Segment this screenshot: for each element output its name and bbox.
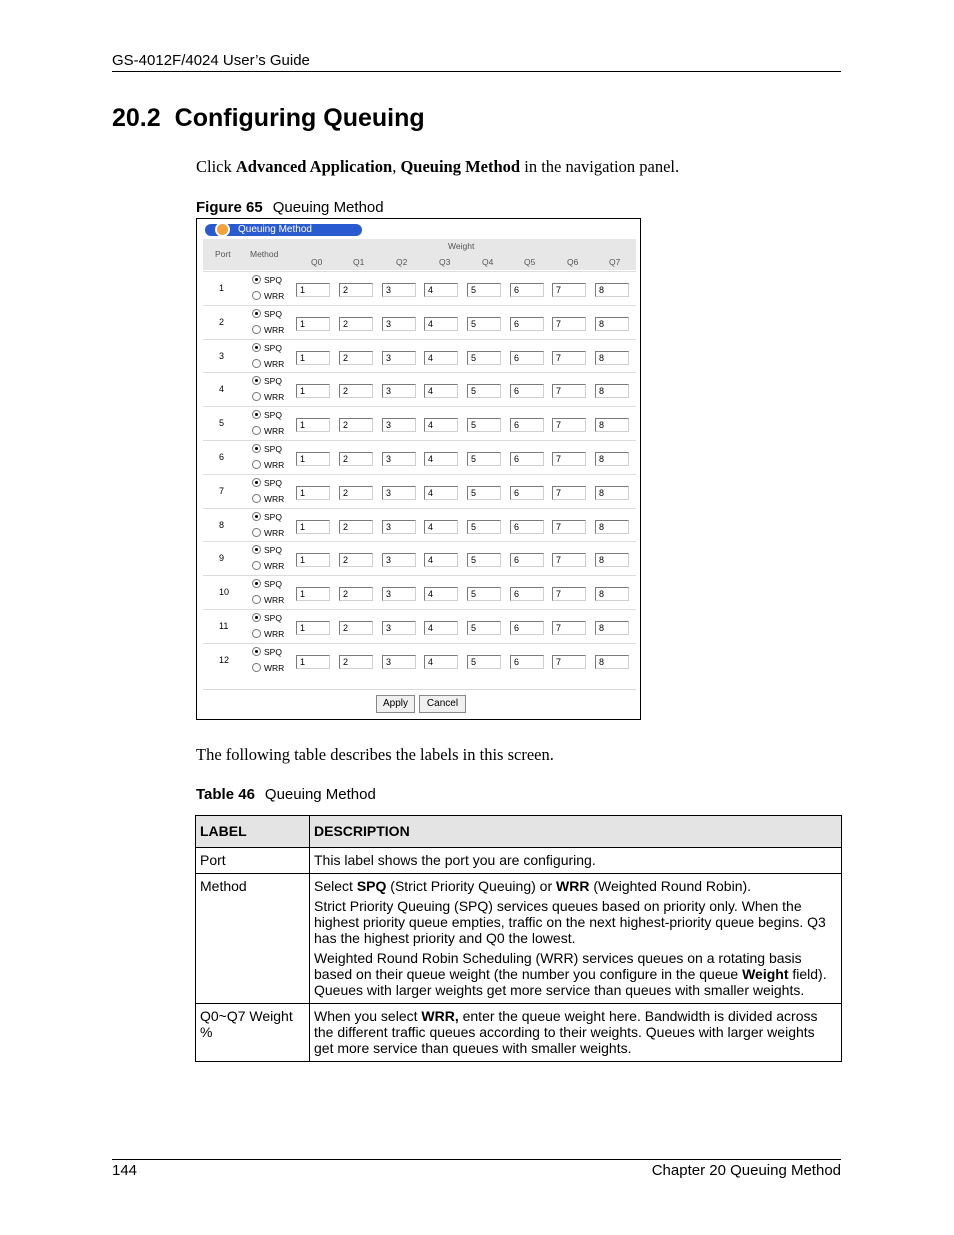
queue-header-q6: Q6	[567, 257, 579, 267]
spq-radio[interactable]	[252, 376, 261, 385]
cancel-button[interactable]: Cancel	[419, 695, 466, 713]
weight-input-q3[interactable]	[424, 384, 458, 398]
weight-input-q3[interactable]	[424, 452, 458, 466]
queue-header-q5: Q5	[524, 257, 536, 267]
weight-input-q2[interactable]	[382, 418, 416, 432]
spq-radio[interactable]	[252, 512, 261, 521]
table-title: Queuing Method	[264, 786, 376, 803]
port-row	[203, 609, 636, 643]
method-select-text: Select SPQ (Strict Priority Queuing) or WRR (Weighted Round Robin).	[314, 878, 752, 894]
weight-input-q2[interactable]	[382, 283, 416, 297]
row-description: When you select WRR, enter the queue weight here. Bandwidth is divided across the different traffic queues according to their weights. Queues with larger weights get more service than queues with smaller weights.	[310, 1004, 842, 1062]
wrr-radio[interactable]	[252, 291, 261, 300]
weight-input-q7[interactable]	[595, 283, 629, 297]
port-number: 1	[219, 283, 225, 293]
port-row	[203, 508, 636, 542]
wrr-radio[interactable]	[252, 460, 261, 469]
spq-description: Strict Priority Queuing (SPQ) services queues based on priority only. When the highest priority queue empties, traffic on the next highest-priority queue begins. Q3 has the highest priority and Q0 the lowest.	[314, 898, 826, 946]
section-title	[112, 104, 425, 133]
footer-rule	[112, 1159, 841, 1160]
spq-label: SPQ	[264, 579, 282, 590]
port-number: 7	[219, 485, 225, 496]
weight-input-q2[interactable]	[382, 384, 416, 398]
weight-input-q5[interactable]	[510, 283, 544, 297]
weight-input-q6[interactable]	[552, 553, 586, 567]
port-row	[203, 541, 636, 575]
spq-radio[interactable]	[252, 275, 261, 284]
running-header: GS-4012F/4024 User’s Guide	[112, 52, 310, 69]
weight-input-q5[interactable]	[510, 621, 544, 635]
port-number: 6	[219, 452, 225, 462]
weight-input-q4[interactable]	[467, 317, 501, 331]
intro-bold-item: Queuing Method	[400, 157, 521, 176]
weight-input-q6[interactable]	[552, 486, 586, 500]
figure-title: Queuing Method	[272, 199, 384, 216]
spq-label: SPQ	[264, 613, 282, 623]
weight-input-q2[interactable]	[382, 553, 416, 567]
weight-input-q2[interactable]	[382, 486, 416, 500]
weight-input-q6[interactable]	[552, 384, 586, 398]
weight-input-q6[interactable]	[552, 621, 586, 635]
queue-header-q4: Q4	[482, 257, 494, 267]
weight-input-q7[interactable]	[595, 587, 629, 601]
weight-input-q0[interactable]	[296, 553, 330, 567]
weight-input-q4[interactable]	[467, 351, 501, 365]
weight-input-q3[interactable]	[424, 283, 458, 297]
wrr-label: WRR	[264, 629, 285, 639]
description-column-header: DESCRIPTION	[310, 816, 842, 848]
header-rule	[112, 71, 841, 72]
weight-input-q7[interactable]	[595, 621, 629, 635]
spq-label: SPQ	[264, 646, 282, 657]
weight-input-q0[interactable]	[296, 486, 330, 500]
section-number: 20.2	[112, 104, 161, 132]
weight-input-q3[interactable]	[424, 520, 458, 534]
weight-input-q2[interactable]	[382, 587, 416, 601]
queue-header-q7: Q7	[609, 257, 621, 267]
weight-input-q0[interactable]	[296, 317, 330, 331]
weight-input-q7[interactable]	[595, 384, 629, 398]
wrr-radio[interactable]	[252, 392, 261, 401]
weight-input-q4[interactable]	[467, 655, 501, 669]
spq-radio[interactable]	[252, 613, 261, 622]
weight-input-q6[interactable]	[552, 351, 586, 365]
wrr-label: WRR	[264, 493, 285, 504]
spq-radio[interactable]	[252, 343, 261, 352]
weight-input-q5[interactable]	[510, 418, 544, 432]
queue-header-q0: Q0	[311, 257, 323, 267]
page-number: 144	[112, 1162, 138, 1179]
intro-text: Click	[196, 157, 236, 176]
weight-input-q4[interactable]	[467, 553, 501, 567]
weight-input-q7[interactable]	[595, 655, 629, 669]
spq-label: SPQ	[264, 342, 282, 353]
weight-input-q2[interactable]	[382, 655, 416, 669]
weight-input-q1[interactable]	[339, 655, 373, 669]
weight-input-q3[interactable]	[424, 351, 458, 365]
table-header-row	[196, 816, 842, 848]
weight-input-q6[interactable]	[552, 317, 586, 331]
spq-radio[interactable]	[252, 444, 261, 453]
weight-input-q0[interactable]	[296, 520, 330, 534]
weight-input-q4[interactable]	[467, 418, 501, 432]
wrr-radio[interactable]	[252, 426, 261, 435]
weight-input-q4[interactable]	[467, 283, 501, 297]
queue-header-q3: Q3	[439, 257, 451, 267]
spq-radio[interactable]	[252, 545, 261, 554]
weight-input-q1[interactable]	[339, 384, 373, 398]
wrr-label: WRR	[264, 561, 285, 572]
weight-input-q3[interactable]	[424, 486, 458, 500]
spq-radio[interactable]	[252, 410, 261, 419]
weight-input-q7[interactable]	[595, 452, 629, 466]
weight-input-q3[interactable]	[424, 418, 458, 432]
weight-input-q0[interactable]	[296, 418, 330, 432]
method-header: Method	[250, 249, 279, 259]
weight-input-q1[interactable]	[339, 553, 373, 567]
wrr-radio[interactable]	[252, 325, 261, 334]
weight-input-q5[interactable]	[510, 587, 544, 601]
weight-input-q5[interactable]	[510, 520, 544, 534]
weight-input-q3[interactable]	[424, 587, 458, 601]
weight-input-q5[interactable]	[510, 384, 544, 398]
weight-input-q2[interactable]	[382, 621, 416, 635]
weight-input-q1[interactable]	[339, 351, 373, 365]
row-label: Port	[196, 848, 310, 874]
weight-input-q7[interactable]	[595, 553, 629, 567]
wrr-label: WRR	[264, 392, 285, 403]
section-heading: Configuring Queuing	[174, 104, 425, 132]
wrr-label: WRR	[264, 595, 285, 606]
spq-radio[interactable]	[252, 579, 261, 588]
weight-input-q2[interactable]	[382, 351, 416, 365]
spq-label: SPQ	[264, 477, 282, 488]
intro-bold-menu: Advanced Application	[235, 157, 393, 176]
queuing-table	[203, 239, 636, 684]
weight-input-q5[interactable]	[510, 655, 544, 669]
apply-button[interactable]: Apply	[376, 695, 415, 713]
weight-input-q0[interactable]	[296, 283, 330, 297]
weight-input-q4[interactable]	[467, 587, 501, 601]
title-bullet-icon	[215, 222, 230, 237]
weight-input-q7[interactable]	[595, 351, 629, 365]
row-description: This label shows the port you are configuring.	[310, 848, 842, 874]
wrr-label: WRR	[264, 662, 285, 673]
port-row	[203, 575, 636, 609]
weight-input-q1[interactable]	[339, 418, 373, 432]
table-intro-paragraph: The following table describes the labels in this screen.	[196, 745, 554, 764]
spq-radio[interactable]	[252, 647, 261, 656]
spq-label: SPQ	[264, 545, 282, 556]
wrr-radio[interactable]	[252, 359, 261, 368]
wrr-radio[interactable]	[252, 629, 261, 638]
spq-label: SPQ	[264, 444, 282, 454]
weight-input-q6[interactable]	[552, 655, 586, 669]
weight-input-q2[interactable]	[382, 452, 416, 466]
weight-input-q1[interactable]	[339, 486, 373, 500]
weight-input-q4[interactable]	[467, 452, 501, 466]
port-row	[203, 474, 636, 508]
weight-input-q0[interactable]	[296, 452, 330, 466]
port-row	[203, 372, 636, 406]
port-number: 5	[219, 418, 225, 429]
weight-input-q1[interactable]	[339, 520, 373, 534]
port-number: 8	[219, 519, 225, 530]
weight-input-q1[interactable]	[339, 587, 373, 601]
weight-input-q0[interactable]	[296, 621, 330, 635]
screen-title: Queuing Method	[238, 224, 312, 235]
chapter-footer: Chapter 20 Queuing Method	[651, 1162, 841, 1179]
weight-input-q7[interactable]	[595, 520, 629, 534]
wrr-radio[interactable]	[252, 663, 261, 672]
table-header	[203, 239, 636, 270]
table-label: Table 46	[196, 786, 255, 803]
port-row	[203, 271, 636, 305]
table-caption	[196, 786, 376, 803]
wrr-radio[interactable]	[252, 494, 261, 503]
port-row	[203, 643, 636, 677]
wrr-label: WRR	[264, 527, 285, 538]
weight-input-q6[interactable]	[552, 587, 586, 601]
intro-paragraph	[196, 157, 679, 177]
weight-input-q4[interactable]	[467, 621, 501, 635]
port-row	[203, 406, 636, 440]
weight-input-q6[interactable]	[552, 418, 586, 432]
spq-label: SPQ	[264, 376, 282, 387]
wrr-label: WRR	[264, 358, 285, 369]
weight-input-q0[interactable]	[296, 384, 330, 398]
port-header: Port	[215, 249, 231, 259]
weight-input-q0[interactable]	[296, 655, 330, 669]
weight-input-q6[interactable]	[552, 283, 586, 297]
weight-input-q4[interactable]	[467, 486, 501, 500]
row-label: Method	[196, 874, 310, 1004]
weight-input-q2[interactable]	[382, 520, 416, 534]
intro-suffix: in the navigation panel.	[520, 157, 680, 176]
weight-input-q1[interactable]	[339, 621, 373, 635]
spq-label: SPQ	[264, 410, 282, 421]
weight-header: Weight	[448, 241, 475, 251]
wrr-label: WRR	[264, 291, 285, 301]
port-number: 9	[219, 553, 225, 564]
label-description-table	[195, 815, 842, 1062]
weight-input-q6[interactable]	[552, 452, 586, 466]
weight-input-q3[interactable]	[424, 621, 458, 635]
weight-input-q7[interactable]	[595, 486, 629, 500]
table-row	[196, 874, 842, 1004]
figure-caption	[196, 199, 384, 216]
port-row	[203, 339, 636, 373]
port-number: 3	[219, 350, 225, 361]
spq-radio[interactable]	[252, 309, 261, 318]
weight-input-q7[interactable]	[595, 317, 629, 331]
port-number: 10	[219, 587, 230, 598]
weight-input-q3[interactable]	[424, 553, 458, 567]
weight-input-q1[interactable]	[339, 283, 373, 297]
table-row	[196, 1004, 842, 1062]
wrr-label: WRR	[264, 324, 285, 335]
button-separator	[203, 689, 636, 690]
port-row	[203, 440, 636, 474]
port-number: 4	[219, 384, 225, 395]
weight-input-q2[interactable]	[382, 317, 416, 331]
weight-input-q6[interactable]	[552, 520, 586, 534]
weight-input-q1[interactable]	[339, 452, 373, 466]
weight-input-q0[interactable]	[296, 587, 330, 601]
weight-input-q5[interactable]	[510, 553, 544, 567]
weight-input-q4[interactable]	[467, 520, 501, 534]
weight-input-q5[interactable]	[510, 486, 544, 500]
weight-input-q5[interactable]	[510, 317, 544, 331]
wrr-label: WRR	[264, 460, 285, 470]
weight-input-q0[interactable]	[296, 351, 330, 365]
wrr-radio[interactable]	[252, 595, 261, 604]
intro-sep: ,	[392, 157, 401, 176]
spq-label: SPQ	[264, 511, 282, 522]
port-number: 12	[219, 654, 230, 665]
table-row	[196, 848, 842, 874]
spq-label: SPQ	[264, 275, 282, 285]
wrr-label: WRR	[264, 426, 285, 437]
wrr-radio[interactable]	[252, 528, 261, 537]
weight-input-q1[interactable]	[339, 317, 373, 331]
figure-label: Figure 65	[196, 199, 263, 216]
queue-header-q2: Q2	[396, 257, 408, 267]
wrr-radio[interactable]	[252, 561, 261, 570]
spq-label: SPQ	[264, 308, 282, 319]
weight-input-q5[interactable]	[510, 452, 544, 466]
screen-title-bar	[205, 224, 362, 236]
row-description	[310, 874, 842, 1004]
weight-input-q4[interactable]	[467, 384, 501, 398]
port-row	[203, 305, 636, 339]
wrr-description: Weighted Round Robin Scheduling (WRR) services queues on a rotating basis based on their queue weight (the number you configure in the queue Weight field). Queues with larger weights get more service than queues with smaller weights.	[314, 950, 827, 998]
row-label: Q0~Q7 Weight %	[196, 1004, 310, 1062]
weight-input-q3[interactable]	[424, 317, 458, 331]
queue-header-q1: Q1	[353, 257, 365, 267]
spq-radio[interactable]	[252, 478, 261, 487]
weight-input-q7[interactable]	[595, 418, 629, 432]
queuing-method-screenshot	[196, 218, 641, 720]
weight-input-q3[interactable]	[424, 655, 458, 669]
port-number: 11	[219, 621, 229, 631]
weight-input-q5[interactable]	[510, 351, 544, 365]
port-number: 2	[219, 316, 225, 327]
label-column-header: LABEL	[196, 816, 310, 848]
